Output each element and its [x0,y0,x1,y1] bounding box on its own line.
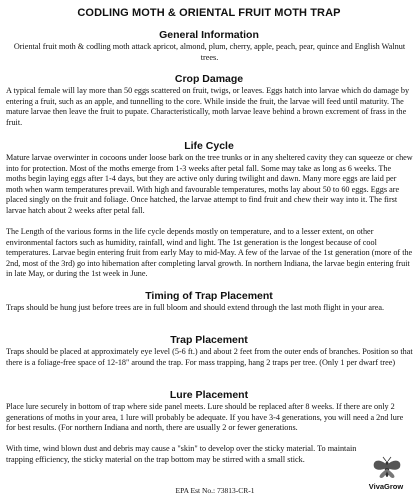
heading-crop-damage: Crop Damage [174,73,244,85]
timing-of-trap-placement-text: Traps should be hung just before trees are in full bloom and should extend through the last moth flight in your area. [6,303,385,312]
moth-icon [370,456,404,480]
brand-name: VivaGrow [368,482,404,491]
crop-damage-text: A typical female will lay more than 50 eggs scattered on fruit, twigs, or leaves. Eggs hatch into larvae which do damage by entering a fruit, such as an apple, and tunnelling to the core. While inside the fruit, the larvae will feed until maturity. The mature larvae then leave the fruit to pupate. Characteristically, moth larvae leave behind a brown excrement of frass in the fruit. [6,86,410,127]
heading-timing-of-trap-placement: Timing of Trap Placement [145,290,273,302]
heading-lure-placement: Lure Placement [169,389,249,401]
heading-general-information: General Information [159,29,259,41]
epa-establishment-number: EPA Est No.: 73813-CR-1 [175,486,255,495]
heading-life-cycle: Life Cycle [184,140,234,152]
heading-trap-placement: Trap Placement [170,334,248,346]
lure-placement-text-2: With time, wind blown dust and debris may cause a "skin" to develop over the sticky material. To maintain trapping efficiency, the sticky material on the trap bottom may be stirred with a small stick. [6,444,357,464]
general-information-text: Oriental fruit moth & codling moth attack apricot, almond, plum, cherry, apple, peach, pear, quince and English Walnut trees. [13,42,406,62]
lure-placement-text-1: Place lure securely in bottom of trap where side panel meets. Lure should be replaced after 8 weeks. If there are only 2 generations of moths in your area, 1 lure will probably be adequate. If you have 3-4 generations, you will need a 2nd lure for best results. (For northern Indiana and north, there are usually 2 or fewer generations. [6,402,404,432]
trap-placement-text: Traps should be placed at approximately eye level (5-6 ft.) and about 2 feet from the outer ends of branches. Position so that there is a foliage-free space of 12-18" around the trap. For mass trapping, hang 2 traps per tree. (Only 1 per dwarf tree) [6,347,413,367]
life-cycle-text-2: The Length of the various forms in the life cycle depends mostly on temperature, and to a lesser extent, on other environmental factors such as humidity, rainfall, wind and light. The 1st generation is the longest because of cool temperatures. Larvae begin entering fruit from early May to mid-May. A few of the larvae of the 1st generation (more of the 2nd, most of the 3rd) go into hibernation after completing larval growth. In northern Indiana, the larvae begin entering fruit in late May, or during the 1st week in June. [6,227,413,278]
life-cycle-text-1: Mature larvae overwinter in cocoons under loose bark on the tree trunks or in any sheltered cavity they can squeeze or chew into for protection. Most of the moths emerge from 1-3 weeks after petal fall. Some may take as long as 6 weeks. The moths begin laying eggs after 1-4 days, but they are active only during twilight and dawn. Many more eggs are laid per moth when warm temperatures prevail. With high and favourable temperatures, moths lay about 50 to 60 eggs. Eggs are placed singly on the fruit and foliage. Once hatched, the larvae attempt to find fruit and chew their way into it. The first larvae hatch about 2 weeks after petal fall. [6,153,413,215]
page-title: CODLING MOTH & ORIENTAL FRUIT MOTH TRAP [77,7,341,19]
